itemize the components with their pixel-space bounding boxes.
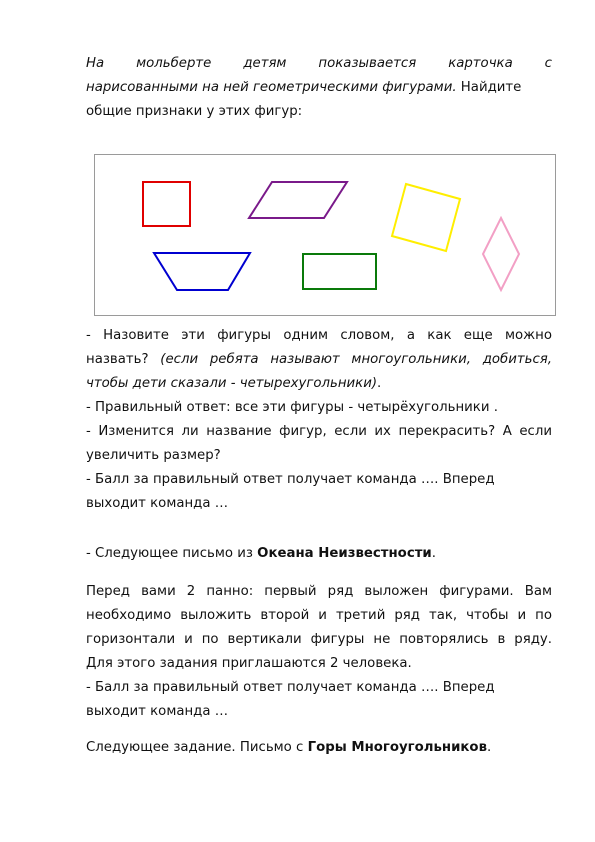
score2-line-1: - Балл за правильный ответ получает команда …. Вперед	[86, 680, 495, 695]
task-paragraph	[86, 580, 552, 724]
q2-line-2: увеличить размер?	[86, 448, 221, 463]
purple-parallelogram	[249, 182, 347, 218]
red-square	[143, 182, 190, 226]
score1-line-1: - Балл за правильный ответ получает команда …. Вперед	[86, 472, 495, 487]
shapes-drawing	[95, 155, 555, 315]
blue-trapezoid	[154, 253, 250, 290]
pink-rhombus	[483, 218, 519, 290]
shapes-card	[94, 154, 556, 316]
intro-line-2: нарисованными на ней геометрическими фигурами. Найдите	[86, 80, 522, 95]
ocean-title: Океана Неизвестности	[257, 546, 432, 561]
yellow-rotated-square	[392, 184, 460, 251]
score2-line-2: выходит команда …	[86, 704, 229, 719]
q1-line-3: чтобы дети сказали - четырехугольники).	[86, 376, 382, 391]
letter-1-line: - Следующее письмо из Океана Неизвестности.	[86, 546, 436, 561]
next-task-line: Следующее задание. Письмо с Горы Многоугольников.	[86, 740, 492, 755]
intro-line-3: общие признаки у этих фигур:	[86, 104, 303, 119]
task-line-1: Перед вами 2 панно: первый ряд выложен фигурами. Вам	[86, 584, 552, 599]
intro-line-1: На мольберте детям показывается карточка с	[86, 56, 552, 71]
q1-line-1: - Назовите эти фигуры одним словом, а как еще можно	[86, 328, 552, 343]
question-1-paragraph	[86, 324, 552, 516]
task-line-2: необходимо выложить второй и третий ряд так, чтобы и по	[86, 608, 552, 623]
task-line-4: Для этого задания приглашаются 2 человека.	[86, 656, 412, 671]
q1-line-2: назвать? (если ребята называют многоугольники, добиться,	[86, 352, 553, 367]
task-line-3: горизонтали и по вертикали фигуры не повторялись в ряду.	[86, 632, 552, 647]
score1-line-2: выходит команда …	[86, 496, 229, 511]
answer-line: - Правильный ответ: все эти фигуры - четырёхугольники .	[86, 400, 498, 415]
q2-line-1: - Изменится ли название фигур, если их перекрасить? А если	[86, 424, 552, 439]
mountain-title: Горы Многоугольников	[307, 740, 487, 755]
intro-paragraph	[86, 52, 552, 124]
green-rectangle	[303, 254, 376, 289]
